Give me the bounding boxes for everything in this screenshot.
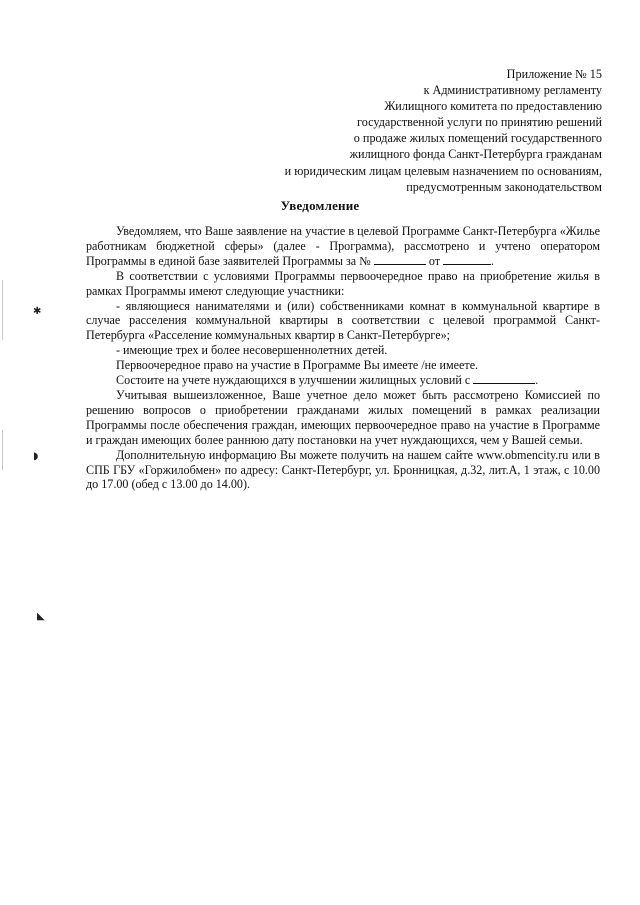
punch-hole-mark: ◣ bbox=[37, 611, 45, 622]
header-line: предусмотренным законодательством bbox=[406, 179, 602, 194]
waiting-list-end: . bbox=[535, 373, 539, 388]
punch-hole-mark: ✱ bbox=[33, 306, 42, 317]
paragraph-contact-info: Дополнительную информацию Вы можете получить на нашем сайте www.obmencity.ru или в СПБ ГБУ «Горжилобмен» по адресу: Санкт-Петербург, ул. Бронницкая, д.32, лит.А, 1 этаж, с 10.00 до 17.00 (обед с 13.00 до 14.00). bbox=[86, 447, 600, 492]
waiting-list-text: Состоите на учете нуждающихся в улучшении жилищных условий с bbox=[116, 373, 471, 388]
registration-end: . bbox=[491, 253, 495, 268]
paragraph-commission: Учитывая вышеизложенное, Ваше учетное дело может быть рассмотрено Комиссией по решению вопросов о приобретении гражданами жилых помещений в рамках реализации Программы после обеспечения граждан, имеющих первоочередное право на участие в Программе и граждан имеющих более раннюю дату постановки на учет нуждающихся, чем у Вашей семьи. bbox=[86, 387, 600, 447]
registration-from-label: от bbox=[428, 253, 440, 268]
header-line: жилищного фонда Санкт-Петербурга гражданам bbox=[349, 147, 602, 162]
paragraph-children: - имеющие трех и более несовершеннолетних детей. bbox=[116, 343, 388, 358]
header-line: Жилищного комитета по предоставлению bbox=[384, 99, 602, 114]
waiting-list-date-blank bbox=[473, 373, 535, 384]
header-line: о продаже жилых помещений государственного bbox=[353, 131, 602, 146]
paragraph-tenants: - являющиеся нанимателями и (или) собственниками комнат в коммунальной квартире в случае расселения коммунальной квартиры в соответствии с целевой программой Санкт-Петербурга «Расселение коммунальных квартир в Санкт-Петербурге»; bbox=[86, 298, 600, 343]
paragraph-priority-right: Первоочередное право на участие в Программе Вы имеете /не имеете. bbox=[116, 358, 479, 373]
scan-edge-line bbox=[2, 280, 3, 340]
punch-hole-mark: ◗ bbox=[33, 451, 39, 462]
header-line: и юридическим лицам целевым назначением по основаниям, bbox=[284, 163, 602, 178]
paragraph-conditions: В соответствии с условиями Программы первоочередное право на приобретение жилья в рамках Программы имеют следующие участники: bbox=[86, 268, 600, 298]
paragraph-registration bbox=[86, 224, 600, 269]
registration-date-blank bbox=[443, 254, 491, 265]
document-title: Уведомление bbox=[280, 198, 360, 213]
header-line: Приложение № 15 bbox=[506, 67, 602, 81]
paragraph-waiting-list bbox=[86, 373, 600, 388]
appendix-header bbox=[222, 66, 602, 195]
registration-text: Уведомляем, что Ваше заявление на участие в целевой Программе Санкт-Петербурга «Жилье работникам бюджетной сферы» (далее - Программа), рассмотрено и учтено оператором Программы в единой базе заявителей Программы за № bbox=[86, 224, 600, 268]
registration-number-blank bbox=[374, 254, 426, 265]
scan-edge-line bbox=[2, 430, 3, 470]
notice-body bbox=[86, 224, 600, 492]
header-line: к Административному регламенту bbox=[423, 83, 602, 98]
header-line: государственной услуги по принятию решений bbox=[357, 115, 602, 130]
